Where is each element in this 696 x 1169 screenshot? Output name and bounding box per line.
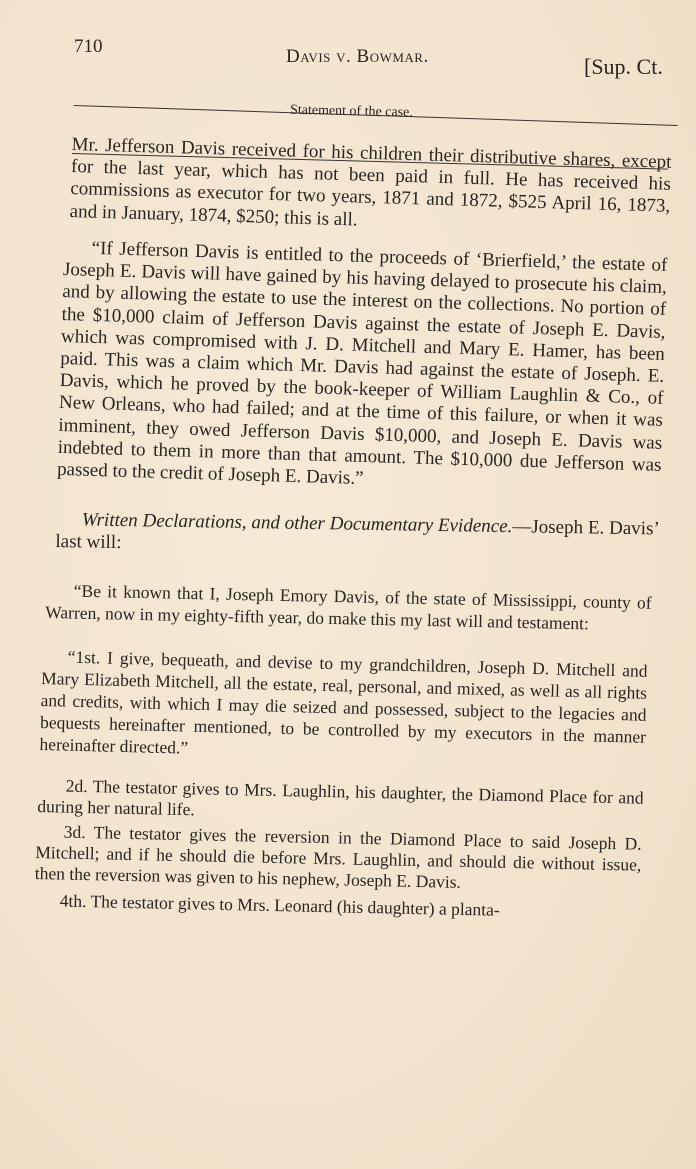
evidence-heading: Written Declarations, and other Documentary Evidence.: [81, 509, 513, 538]
paragraph-will-fourth: 4th. The testator gives to Mrs. Leonard (his daughter) a planta-: [59, 890, 500, 921]
paragraph-will-second: 2d. The testator gives to Mrs. Laughlin, his daughter, the Diamond Place for and during her natural life.: [37, 776, 644, 820]
paragraph-brierfield-quote: “If Jefferson Davis is entitled to the proceeds of ‘Brierfield,’ the estate of Joseph E. Davis will have gained by his having delayed to prosecute his claim, and by allowing the estate to use the interest on the collections. No portion of the $10,000 claim of Jefferson Davis against the estate of Joseph E. Davis, which was compromised with J. D. Mitchell and Mary E. Hamer, has been paid. This was a claim which Mr. Davis had against the estate of Joseph. E. Davis, which he proved by the book-keeper of William Laughlin & Co., of New Orleans, who had failed; and at the time of this failure, or when it was imminent, they owed Jefferson Davis $10,000, and Joseph E. Davis was indebted to them in more than that amount. The $10,000 due Jefferson was passed to the credit of Joseph E. Davis.”: [56, 237, 668, 489]
running-head: [0, 32, 696, 79]
paragraph-will-preamble: “Be it known that I, Joseph Emory Davis, of the state of Mississippi, county of Warren, now in my eighty-fifth year, do make this my last will and testament:: [45, 581, 652, 634]
page-number: 710: [74, 36, 103, 57]
paragraph-will-first: “1st. I give, bequeath, and devise to my grandchildren, Joseph D. Mitchell and Mary Elizabeth Mitchell, all the estate, real, personal, and mixed, as well as all rights and credits, with which I may die seized and possessed, subject to the legacies and bequests hereinafter mentioned, to be controlled by my executors in the manner hereinafter directed.”: [39, 647, 648, 759]
evidence-subject: —Joseph E. Davis’ last will:: [55, 516, 660, 554]
section-heading: Statement of the case.: [289, 102, 413, 121]
paragraph-will-third: 3d. The testator gives the reversion in the Diamond Place to said Joseph D. Mitchell; and if he should die before Mrs. Laughlin, and should die without issue, then the reversion was given to his nephew, Joseph E. Davis.: [34, 822, 642, 893]
court-label: [Sup. Ct.: [584, 54, 663, 79]
running-title: Davis v. Bowmar.: [286, 46, 429, 67]
page-body: [34, 134, 674, 921]
paragraph-receipts: Mr. Jefferson Davis received for his children their distributive shares, except for the last year, which has not been paid in full. He has received his commissions as executor for two years, 1871 and 1872, $525 April 16, 1873, and in January, 1874, $250; this is all.: [69, 134, 672, 231]
paragraph-documentary-evidence: [55, 509, 660, 563]
